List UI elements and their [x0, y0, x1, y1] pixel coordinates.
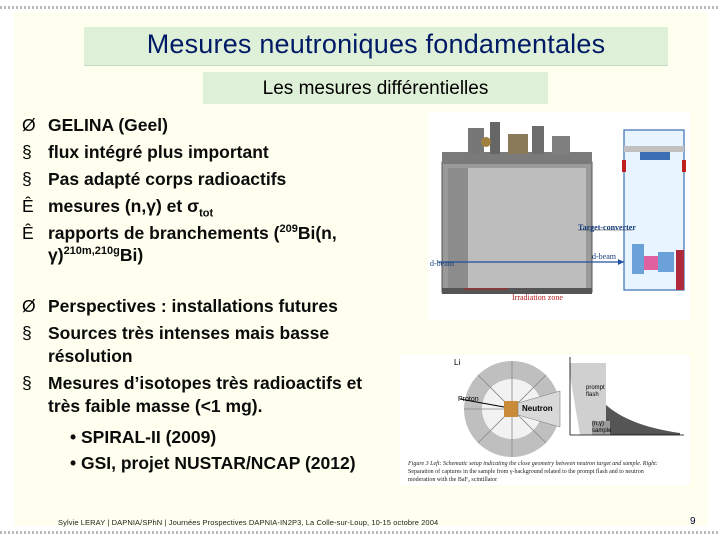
label-flash: flash: [586, 392, 599, 398]
bullet-text: Perspectives : installations futures: [48, 296, 338, 316]
subscript-tot: tot: [199, 207, 214, 220]
top-dotted-border: [0, 6, 720, 9]
setup-spectrum-figure: [400, 355, 690, 485]
bullet-marker: Ø: [22, 296, 36, 316]
bullet-text: γ): [48, 245, 64, 265]
bullet-marker: Ø: [22, 115, 36, 135]
setup-spectrum-diagram: [400, 355, 690, 485]
bullet-text: très faible masse (<1 mg).: [48, 396, 263, 416]
label-target-converter: Target-converter: [578, 223, 636, 232]
bullet-text: Sources très intenses mais basse: [48, 323, 330, 343]
bullet-text: mesures (n,γ) et σ: [48, 196, 200, 216]
figure-caption-line3: moderation with the BaF₂ scintillator: [408, 477, 498, 483]
bullet-text: GELINA (Geel): [48, 115, 168, 135]
target-converter-diagram: [428, 112, 690, 320]
bottom-dotted-border: [0, 531, 720, 534]
bullet-text: résolution: [48, 346, 133, 366]
bullet-text-group: [48, 223, 337, 244]
bullet-text: Pas adapté corps radioactifs: [48, 169, 287, 189]
label-neutrons: neutrons: [632, 417, 656, 423]
footer-text: Sylvie LERAY | DAPNIA/SPhN | Journées Prospectives DAPNIA-IN2P3, La Colle-sur-Loup, 10-15 octobre 2004: [58, 518, 439, 527]
bullet-text: rapports de branchements (: [48, 223, 280, 243]
bullet-marker: §: [22, 142, 32, 162]
bullet-text-b: Bi): [119, 245, 144, 265]
subitem-spiral: • SPIRAL-II (2009): [70, 427, 217, 447]
bullet-text-group: [48, 196, 213, 220]
page-number: 9: [690, 516, 696, 527]
bullet-marker: §: [22, 373, 32, 393]
label-neutron: Neutron: [522, 404, 553, 413]
label-dbeam-right: d-beam: [592, 252, 616, 261]
bullet-marker: Ê: [22, 196, 34, 216]
bullet-text: flux intégré plus important: [48, 142, 269, 162]
label-prompt: prompt: [586, 385, 605, 391]
bullet-text-b: Bi(n,: [297, 223, 337, 243]
bullet-text-group: [48, 245, 143, 266]
bullet-marker: Ê: [22, 223, 34, 243]
bullet-marker: §: [22, 169, 32, 189]
label-sample-b: sample: [592, 428, 612, 434]
label-sample-a: (n,γ): [592, 421, 604, 427]
superscript-210: 210m,210g: [63, 245, 120, 258]
bullet-text: Mesures d’isotopes très radioactifs et: [48, 373, 363, 393]
label-li: Li: [454, 358, 461, 367]
title-box: [84, 27, 668, 66]
figure-caption-line1: Figure 3 Left: Schematic setup indicating the close geometry between neutron target and sample. Right:: [408, 461, 658, 467]
figure-caption-line2: Separation of captures in the sample from γ-background related to the prompt flash and to neutron: [408, 469, 644, 475]
label-proton: Proton: [458, 396, 479, 403]
page-subtitle: Les mesures différentielles: [262, 78, 489, 99]
superscript-209: 209: [279, 223, 298, 236]
target-converter-figure: [428, 112, 690, 320]
subtitle-box: [203, 72, 548, 104]
bullet-marker: §: [22, 323, 32, 343]
page-title: Mesures neutroniques fondamentales: [146, 29, 606, 59]
subitem-gsi: • GSI, projet NUSTAR/NCAP (2012): [70, 453, 356, 473]
label-dbeam-left: d-beam: [430, 259, 454, 268]
label-irradiation-zone: Irradiation zone: [512, 293, 563, 302]
